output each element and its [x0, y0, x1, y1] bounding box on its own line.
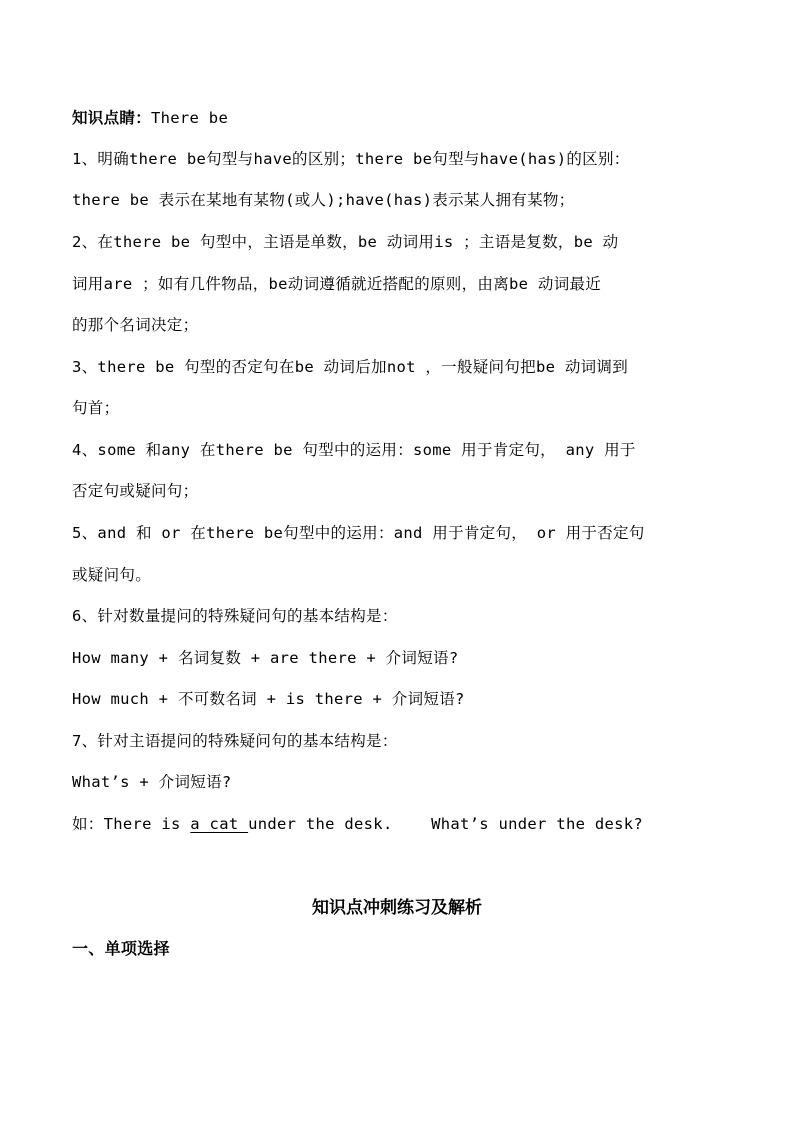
point-4-line-1: 4、some 和any 在there be 句型中的运用：some 用于肯定句， any 用于 — [72, 441, 636, 459]
point-2-line-1: 2、在there be 句型中，主语是单数，be 动词用is ；主语是复数，be 动 — [72, 233, 619, 251]
point-2-line-2: 词用are ；如有几件物品，be动词遵循就近搭配的原则，由离be 动词最近 — [72, 275, 602, 293]
point-1-line-2: there be 表示在某地有某物(或人);have(has)表示某人拥有某物； — [72, 191, 575, 209]
point-5-line-2: 或疑问句。 — [72, 566, 152, 584]
point-6-line-3: How much + 不可数名词 + is there + 介词短语? — [72, 690, 465, 708]
point-7-line-1: 7、针对主语提问的特殊疑问句的基本结构是： — [72, 732, 398, 750]
practice-title: 知识点冲刺练习及解析 — [312, 898, 482, 918]
section-heading-topic: There be — [151, 109, 229, 127]
example-gap — [393, 815, 432, 833]
section-heading-label: 知识点睛： — [72, 109, 152, 127]
point-4-line-2: 否定句或疑问句； — [72, 482, 199, 500]
point-7-line-2: What’s + 介词短语? — [72, 773, 232, 791]
point-5-line-1: 5、and 和 or 在there be句型中的运用：and 用于肯定句， or 用于否定句 — [72, 524, 645, 542]
point-6-line-1: 6、针对数量提问的特殊疑问句的基本结构是： — [72, 607, 398, 625]
example-line — [72, 814, 643, 834]
example-question: What’s under the desk? — [431, 815, 644, 833]
example-prefix: 如：There is — [72, 815, 191, 833]
section-heading — [72, 108, 228, 128]
example-underlined-subject: a cat — [190, 815, 249, 833]
point-6-line-2: How many + 名词复数 + are there + 介词短语? — [72, 649, 459, 667]
point-3-line-2: 句首； — [72, 399, 120, 417]
point-2-line-3: 的那个名词决定； — [72, 316, 199, 334]
point-1-line-1: 1、明确there be句型与have的区别；there be句型与have(has)的区别： — [72, 150, 630, 168]
practice-subsection: 一、单项选择 — [72, 939, 170, 958]
example-middle: under the desk. — [248, 815, 393, 833]
point-3-line-1: 3、there be 句型的否定句在be 动词后加not ，一般疑问句把be 动词调到 — [72, 358, 629, 376]
